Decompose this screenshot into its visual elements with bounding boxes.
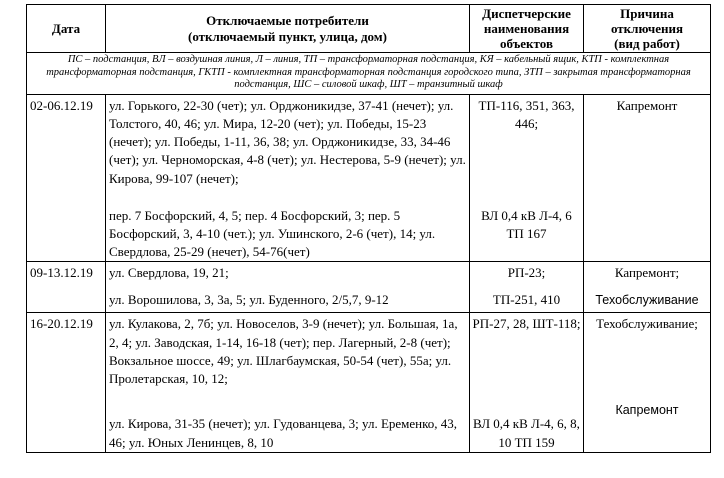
header-objects: Диспетчерские наименования объектов xyxy=(470,5,584,53)
row-consumers xyxy=(106,262,470,313)
row-consumers xyxy=(106,94,470,262)
abbreviations-row xyxy=(27,53,711,95)
consumers-group: ул. Горького, 22-30 (чет); ул. Орджоникидзе, 37-41 (нечет); ул. Толстого, 40, 46; ул. Мира, 12-20 (чет); ул. Победы, 15-23 (нечет); ул. Победы, 1-11, 36, 38; ул. Орджоникидзе, 33, 34-46 (чет); ул. Черноморская, 4-8 (чет); ул. Нестерова, 5-9 (нечет); ул. Кирова, 99-107 (нечет); xyxy=(109,97,466,186)
row-date: 09-13.12.19 xyxy=(27,262,106,313)
header-consumers: Отключаемые потребители (отключаемый пункт, улица, дом) xyxy=(106,5,470,53)
table-row xyxy=(27,94,711,262)
reason-item: Капремонт; xyxy=(614,265,680,281)
row-objects xyxy=(470,313,584,453)
consumers-group: пер. 7 Босфорский, 4, 5; пер. 4 Босфорский, 3; пер. 5 Босфорский, 3, 4-10 (чет.); ул. Ушинского, 2-6 (чет), 14; ул. Свердлова, 25-29 (нечет), 54-76(чет) xyxy=(109,207,436,260)
objects-group: РП-23; xyxy=(507,265,546,281)
row-reason xyxy=(584,94,711,262)
row-consumers xyxy=(106,313,470,453)
consumers-group: ул. Кирова, 31-35 (нечет); ул. Гудованцева, 3; ул. Еременко, 43, 46; ул. Юных Ленинцев, 8, 10 xyxy=(109,416,458,450)
row-reason xyxy=(584,262,711,313)
objects-group: ВЛ 0,4 кВ Л-4, 6 ТП 167 xyxy=(481,207,572,241)
objects-group: РП-27, 28, ШТ-118; xyxy=(472,316,581,332)
objects-group: ТП-116, 351, 363, 446; xyxy=(478,97,575,131)
reason-item: Техобслуживание; xyxy=(596,316,698,332)
row-date: 02-06.12.19 xyxy=(27,94,106,262)
table-row xyxy=(27,313,711,453)
abbreviations-legend: ПС – подстанция, ВЛ – воздушная линия, Л – линия, ТП – трансформаторная подстанция, КЯ – кабельный ящик, КТП - комплектная трансформаторная подстанция, ГКТП - комплектная трансформаторная подстанция городского типа, ЗТП – закрытая трансформаторная подстанция, ШС – силовой шкаф, ШТ – транзитный шкаф xyxy=(27,53,711,95)
header-row xyxy=(27,5,711,53)
row-reason xyxy=(584,313,711,453)
outage-schedule-table xyxy=(26,4,711,453)
objects-group: ТП-251, 410 xyxy=(492,292,561,308)
header-reason: Причина отключения (вид работ) xyxy=(584,5,711,53)
row-date: 16-20.12.19 xyxy=(27,313,106,453)
consumers-group: ул. Ворошилова, 3, 3а, 5; ул. Буденного, 2/5,7, 9-12 xyxy=(109,292,389,308)
reason-item: Капремонт xyxy=(616,97,678,113)
row-objects xyxy=(470,94,584,262)
row-objects xyxy=(470,262,584,313)
reason-item: Капремонт xyxy=(615,403,679,418)
objects-group: ВЛ 0,4 кВ Л-4, 6, 8, 10 ТП 159 xyxy=(473,416,580,450)
reason-item: Техобслуживание xyxy=(595,293,699,308)
consumers-group: ул. Свердлова, 19, 21; xyxy=(109,265,229,281)
header-date: Дата xyxy=(27,5,106,53)
consumers-group: ул. Кулакова, 2, 7б; ул. Новоселов, 3-9 (нечет); ул. Большая, 1а, 2, 4; ул. Заводская, 1-14, 16-18 (чет); пер. Лагерный, 2-8 (чет); Вокзальное шоссе, 49; ул. Шлагбаумская, 50-54 (чет), 55а; ул. Пролетарская, 10, 12; xyxy=(109,316,458,387)
table-row xyxy=(27,262,711,313)
